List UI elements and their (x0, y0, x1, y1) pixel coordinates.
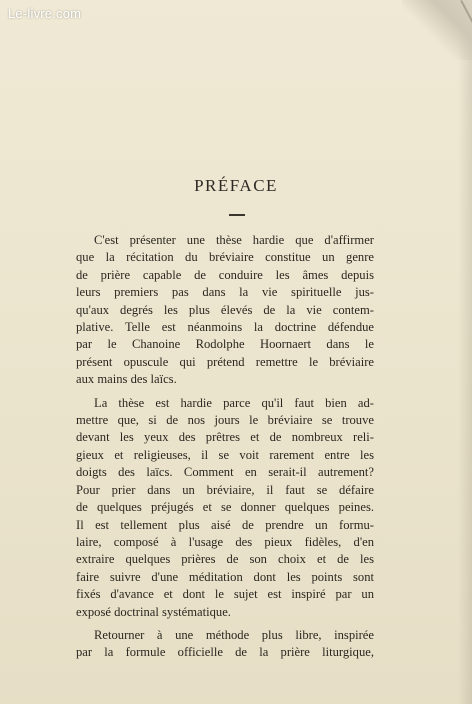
paragraph-2 (76, 395, 374, 621)
text-line: que la récitation du bréviaire constitue un genre (76, 250, 374, 265)
page-title: PRÉFACE (194, 176, 278, 195)
text-line: de quelques préjugés et se donner quelques peines. (76, 500, 374, 515)
watermark-text: Le-livre.com (8, 6, 82, 21)
text-line: fixés d'avance et dont le sujet est inspiré par un (76, 587, 374, 602)
paragraph-1 (76, 232, 374, 389)
text-line: doigts des laïcs. Comment en serait-il autrement? (76, 465, 374, 480)
text-line: faire suivre d'une méditation dont les points sont (76, 569, 374, 584)
text-line: Retourner à une méthode plus libre, inspirée (94, 627, 374, 642)
text-line: présent opuscule qui prétend remettre le bréviaire (76, 354, 374, 369)
text-line: qu'aux degrés les plus élevés de la vie contem- (76, 302, 374, 317)
corner-fold (402, 0, 472, 60)
text-line: Il est tellement plus aisé de prendre un formu- (76, 517, 374, 532)
text-line: gieux et religieuses, il se voit rarement entre les (76, 447, 374, 462)
text-line: leurs premiers pas dans la vie spirituelle jus- (76, 285, 374, 300)
text-line: laire, composé à l'usage des pieux fidèles, d'en (76, 534, 374, 549)
text-line: extraire quelques prières de son choix et de les (76, 552, 374, 567)
text-line: aux mains des laïcs. (76, 372, 177, 387)
text-line: par la formule officielle de la prière liturgique, (76, 645, 374, 660)
paragraph-3 (76, 627, 374, 662)
title-divider (229, 214, 245, 216)
text-line: de prière capable de conduire les âmes depuis (76, 267, 374, 282)
text-line: La thèse est hardie parce qu'il faut bien ad- (94, 395, 374, 410)
page-edge-shadow (458, 0, 472, 704)
text-line: par le Chanoine Rodolphe Hoornaert dans le (76, 337, 374, 352)
text-line: plative. Telle est néanmoins la doctrine défendue (76, 320, 374, 335)
text-line: mettre que, si de nos jours le bréviaire se trouve (76, 413, 374, 428)
body-text (76, 232, 374, 668)
text-line: Pour prier dans un bréviaire, il faut se défaire (76, 482, 374, 497)
text-line: exposé doctrinal systématique. (76, 604, 231, 619)
text-line: C'est présenter une thèse hardie que d'affirmer (94, 233, 374, 247)
text-line: devant les yeux des prêtres et de nombreux reli- (76, 430, 374, 445)
